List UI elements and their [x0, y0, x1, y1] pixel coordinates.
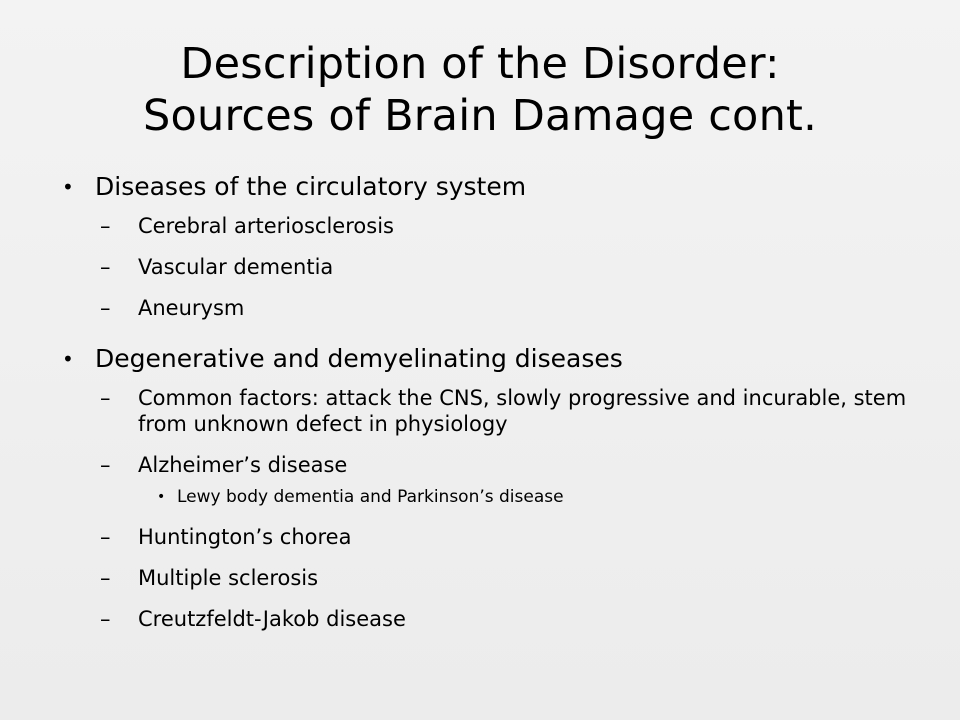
subbullet-aneurysm [58, 295, 908, 321]
dash-icon: – [100, 453, 111, 477]
dash-icon: – [100, 255, 111, 279]
bullet-icon: • [62, 347, 74, 371]
subbullet-common-factors [58, 385, 908, 437]
subbullet-cerebral-arteriosclerosis [58, 213, 908, 239]
subbullet-huntingtons [58, 524, 908, 550]
bullet-circulatory-diseases [58, 170, 908, 204]
subsubbullet-text: Lewy body dementia and Parkinson’s disease [177, 487, 564, 507]
subbullet-creutzfeldt-jakob [58, 606, 908, 632]
bullet-text: Degenerative and demyelinating diseases [95, 344, 623, 373]
dash-icon: – [100, 566, 111, 590]
dash-icon: – [100, 525, 111, 549]
bullet-degenerative-diseases [58, 342, 908, 376]
bullet-text: Diseases of the circulatory system [95, 172, 527, 201]
subbullet-text: Creutzfeldt-Jakob disease [138, 607, 406, 631]
dash-icon: – [100, 296, 111, 320]
title-line-1: Description of the Disorder: [180, 39, 780, 89]
subbullet-vascular-dementia [58, 254, 908, 280]
subbullet-text: Aneurysm [138, 296, 245, 320]
bullet-icon: • [157, 489, 166, 505]
subbullet-text: Common factors: attack the CNS, slowly progressive and incurable, stem from unknown defect in physiology [138, 386, 907, 436]
bullet-icon: • [62, 175, 74, 199]
subsubbullet-lewy-body [58, 486, 908, 508]
subbullet-text: Huntington’s chorea [138, 525, 352, 549]
subbullet-text: Multiple sclerosis [138, 566, 319, 590]
slide-title [0, 38, 960, 142]
title-line-2: Sources of Brain Damage cont. [143, 91, 817, 141]
subbullet-multiple-sclerosis [58, 565, 908, 591]
dash-icon: – [100, 386, 111, 410]
subbullet-text: Cerebral arteriosclerosis [138, 214, 394, 238]
subbullet-alzheimers [58, 452, 908, 478]
dash-icon: – [100, 214, 111, 238]
subbullet-text: Vascular dementia [138, 255, 334, 279]
subbullet-text: Alzheimer’s disease [138, 453, 348, 477]
dash-icon: – [100, 607, 111, 631]
slide-content [58, 170, 908, 647]
